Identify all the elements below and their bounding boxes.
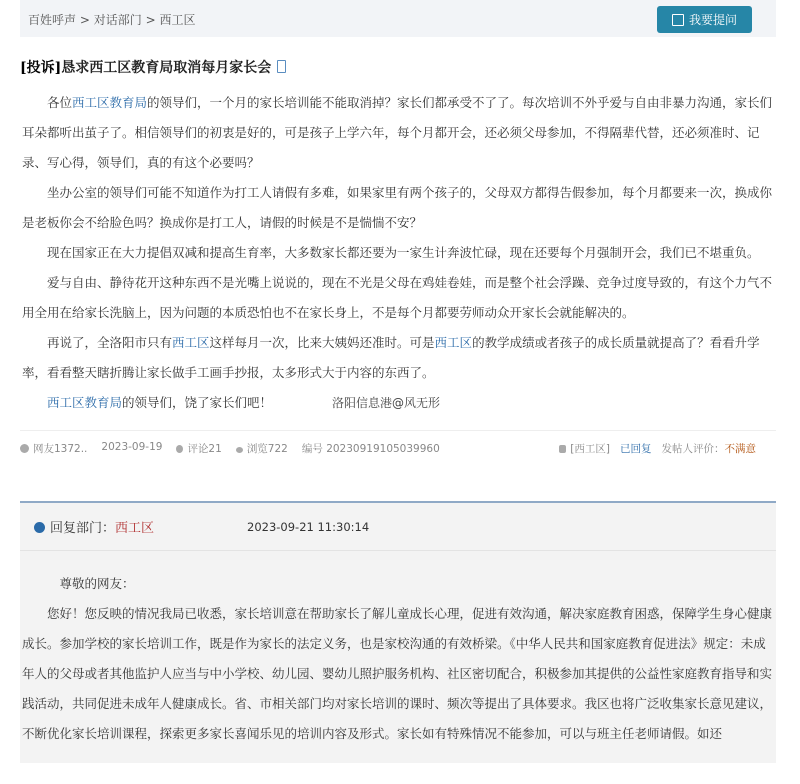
post-title-text: 恳求西工区教育局取消每月家长会 [61,60,272,76]
post-paragraph [22,328,776,388]
department-link[interactable]: 西工区 [434,335,473,350]
breadcrumb-current[interactable]: 西工区 [159,13,196,27]
post-paragraph [22,268,776,328]
breadcrumb-bar [20,0,776,37]
reply-section [20,501,776,763]
post-body [22,88,776,418]
paragraph-text: 的教学成绩或者孩子的成长质量就提高了？看看升学率，看看整天瞎折腾让家长做手工画手抄报，太多形式大于内容的东西了。 [22,335,760,380]
paragraph-text: 现在国家正在大力提倡双减和提高生育率，大多数家长都还要为一家生计奔波忙碌，现在还要每个月强制开会，我们已不堪重负。 [47,245,760,260]
department-link[interactable]: 西工区教育局 [72,95,148,110]
paragraph-text: 再说了，全洛阳市只有 [47,335,173,350]
paragraph-text: 这样每月一次，比来大姨妈还准时。可是 [209,335,435,350]
ask-question-label: 我要提问 [688,13,737,27]
views [236,441,288,456]
ask-question-button[interactable] [657,6,752,33]
paragraph-text: 爱与自由、静待花开这种东西不是光嘴上说说的，现在不光是父母在鸡娃卷娃，而是整个社会浮躁、竞争过度导致的，有这个力气不用全用在给家长洗脑上，因为问题的本质恐怕也不在家长身上，不是每个月都要劳师动众开家长会就能解决的。 [22,275,773,320]
post-date: 2023-09-19 [101,441,163,453]
department-link[interactable]: 西工区 [172,335,210,350]
reply-time: 2023-09-21 11:30:14 [247,519,370,534]
author[interactable] [20,441,87,456]
page [20,0,776,763]
post-status-group [559,441,756,456]
paragraph-text: 坐办公室的领导们可能不知道作为打工人请假有多难，如果家里有两个孩子的，父母双方都得告假参加，每个月都要来一次，换成你是老板你会不给脸色吗？换成你是打工人，请假的时候是不是惴惴不安？ [22,185,773,230]
reply-top [20,503,776,551]
building-icon [559,445,566,453]
comments-count: 评论21 [187,443,222,455]
department-icon [34,522,45,533]
edit-icon [672,14,684,26]
comments[interactable] [176,441,221,456]
author-name: 网友1372.. [33,443,88,455]
reply-greeting: 尊敬的网友： [59,576,135,591]
paragraph-text: 各位 [47,95,73,110]
watermark: 洛阳信息港@风无形 [332,396,441,410]
post-paragraph [22,178,776,238]
reply-header [34,517,247,536]
rating-value: 不满意 [724,443,756,455]
rating-label: 发帖人评价： [661,443,725,455]
paragraph-text: 的领导们，一个月的家长培训能不能取消掉？家长们都承受不了了。每次培训不外乎爱与自由非暴力沟通，家长们耳朵都听出茧子了。相信领导们的初衷是好的，可是孩子上学六年，每个月都开会，还必须父母参加，不得隔辈代替，还必须准时、记录、写心得，领导们，真的有这个必要吗？ [22,95,773,170]
breadcrumb [28,11,195,28]
views-count: 浏览722 [246,443,288,455]
user-icon [20,444,29,453]
eye-icon [236,447,243,453]
reply-paragraph: 您好！您反映的情况我局已收悉，家长培训意在帮助家长了解儿童成长心理，促进有效沟通，解决家庭教育困惑，保障学生身心健康成长。参加学校的家长培训工作，既是作为家长的法定义务，也是家校沟通的有效桥梁。《中华人民共和国家庭教育促进法》规定：未成年人的父母或者其他监护人应当与中小学校、幼儿园、婴幼儿照护服务机构、社区密切配合，积极参加其提供的公益性家庭教育指导和实践活动，共同促进未成年人健康成长。省、市相关部门均对家长培训的课时、频次等提出了具体要求。我区也将广泛收集家长意见建议，不断优化家长培训课程，探索更多家长喜闻乐见的培训内容及形式。家长如有特殊情况不能参加，可以与班主任老师请假。如还 [22,606,773,741]
department[interactable] [559,441,610,456]
mobile-icon [277,60,286,73]
post-paragraph [22,238,776,268]
reply-body [20,551,776,759]
paragraph-text: 的领导们，饶了家长们吧！ [122,395,273,410]
post-tag: [投诉] [20,60,62,76]
breadcrumb-home[interactable]: 百姓呼声 [28,13,77,27]
post-meta [20,441,776,501]
rating [662,441,757,456]
department-link[interactable]: 西工区教育局 [47,395,123,410]
breadcrumb-departments[interactable]: 对话部门 [93,13,142,27]
status-badge: 已回复 [620,443,652,455]
reply-label: 回复部门： [50,521,116,536]
post-number: 编号 20230919105039960 [301,443,440,455]
post-paragraph [22,88,776,178]
post-title [20,58,776,88]
post-paragraph [22,388,776,418]
department-name: [西工区] [570,443,610,455]
reply-department[interactable]: 西工区 [115,521,155,536]
breadcrumb-separator: > [79,13,90,27]
breadcrumb-separator: > [145,13,156,27]
divider [20,430,776,431]
comment-icon [176,445,183,453]
